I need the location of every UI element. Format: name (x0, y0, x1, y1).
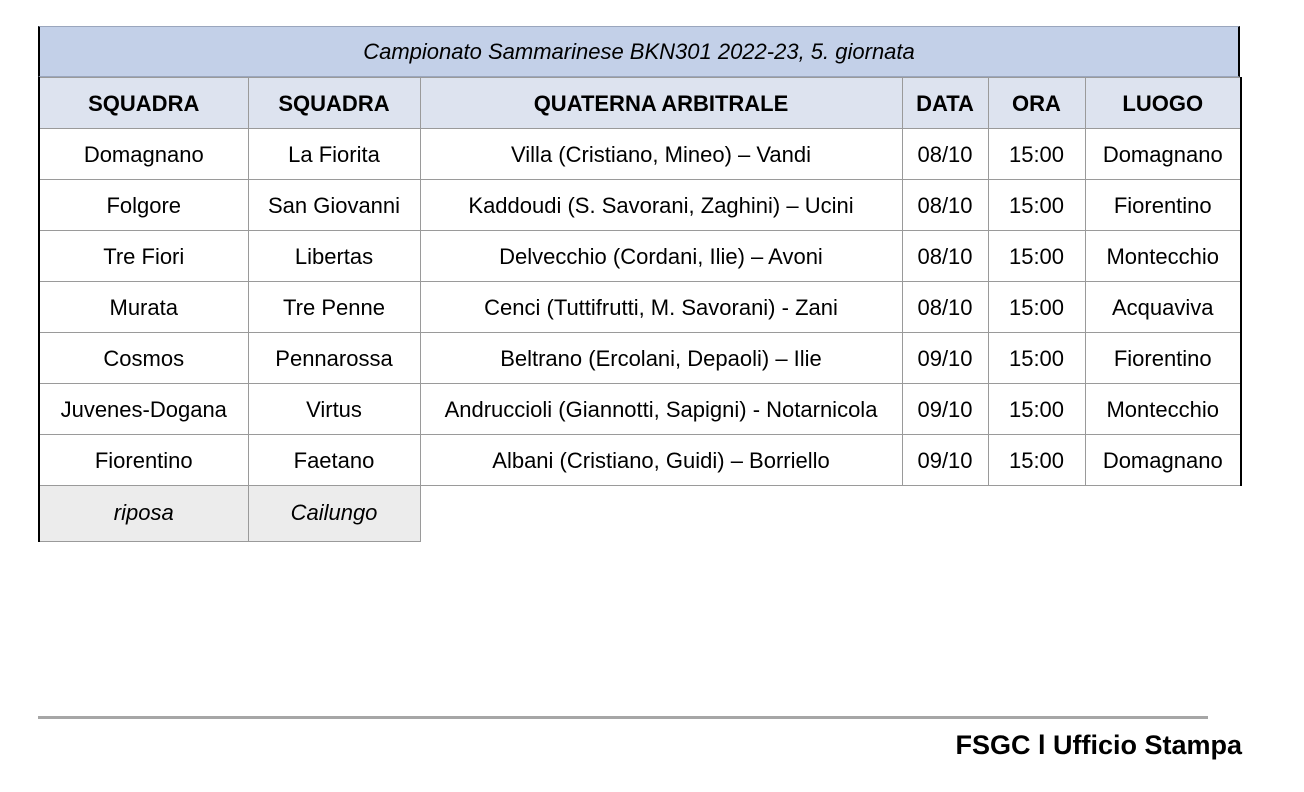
cell-date: 09/10 (902, 384, 988, 435)
cell-referees: Kaddoudi (S. Savorani, Zaghini) – Ucini (420, 180, 902, 231)
table-row (39, 129, 1241, 180)
cell-date: 09/10 (902, 333, 988, 384)
cell-referees: Cenci (Tuttifrutti, M. Savorani) - Zani (420, 282, 902, 333)
cell-venue: Acquaviva (1085, 282, 1241, 333)
cell-team-home: Cosmos (39, 333, 248, 384)
cell-venue: Domagnano (1085, 129, 1241, 180)
cell-referees: Beltrano (Ercolani, Depaoli) – Ilie (420, 333, 902, 384)
cell-team-home: Folgore (39, 180, 248, 231)
cell-time: 15:00 (988, 180, 1085, 231)
table-row (39, 180, 1241, 231)
footer-credit: FSGC l Ufficio Stampa (955, 730, 1242, 760)
table-row (39, 384, 1241, 435)
header-squadra-home: SQUADRA (39, 78, 248, 129)
cell-referees: Andruccioli (Giannotti, Sapigni) - Notarnicola (420, 384, 902, 435)
cell-date: 09/10 (902, 435, 988, 486)
cell-time: 15:00 (988, 282, 1085, 333)
cell-team-home: Tre Fiori (39, 231, 248, 282)
table-row (39, 282, 1241, 333)
header-quaterna-arbitrale: QUATERNA ARBITRALE (420, 78, 902, 129)
header-data: DATA (902, 78, 988, 129)
cell-team-away: Virtus (248, 384, 420, 435)
schedule-sheet (38, 26, 1240, 542)
cell-time: 15:00 (988, 384, 1085, 435)
cell-time: 15:00 (988, 435, 1085, 486)
cell-date: 08/10 (902, 129, 988, 180)
cell-venue: Fiorentino (1085, 180, 1241, 231)
riposa-empty (420, 486, 1241, 542)
cell-team-home: Juvenes-Dogana (39, 384, 248, 435)
cell-venue: Montecchio (1085, 231, 1241, 282)
cell-time: 15:00 (988, 129, 1085, 180)
cell-referees: Albani (Cristiano, Guidi) – Borriello (420, 435, 902, 486)
cell-venue: Domagnano (1085, 435, 1241, 486)
riposa-team: Cailungo (248, 486, 420, 542)
header-luogo: LUOGO (1085, 78, 1241, 129)
footer-divider (38, 716, 1208, 719)
table-row (39, 333, 1241, 384)
cell-team-away: San Giovanni (248, 180, 420, 231)
cell-team-away: Pennarossa (248, 333, 420, 384)
header-ora: ORA (988, 78, 1085, 129)
cell-time: 15:00 (988, 231, 1085, 282)
table-title: Campionato Sammarinese BKN301 2022-23, 5. giornata (38, 26, 1240, 77)
cell-referees: Villa (Cristiano, Mineo) – Vandi (420, 129, 902, 180)
cell-venue: Montecchio (1085, 384, 1241, 435)
header-squadra-away: SQUADRA (248, 78, 420, 129)
cell-team-away: La Fiorita (248, 129, 420, 180)
schedule-table (38, 77, 1242, 542)
table-row (39, 435, 1241, 486)
riposa-row (39, 486, 1241, 542)
cell-referees: Delvecchio (Cordani, Ilie) – Avoni (420, 231, 902, 282)
cell-team-home: Fiorentino (39, 435, 248, 486)
cell-date: 08/10 (902, 180, 988, 231)
cell-team-home: Murata (39, 282, 248, 333)
cell-venue: Fiorentino (1085, 333, 1241, 384)
cell-team-away: Libertas (248, 231, 420, 282)
table-row (39, 231, 1241, 282)
cell-team-away: Tre Penne (248, 282, 420, 333)
cell-team-away: Faetano (248, 435, 420, 486)
cell-time: 15:00 (988, 333, 1085, 384)
cell-date: 08/10 (902, 282, 988, 333)
cell-date: 08/10 (902, 231, 988, 282)
cell-team-home: Domagnano (39, 129, 248, 180)
header-row (39, 78, 1241, 129)
riposa-label: riposa (39, 486, 248, 542)
